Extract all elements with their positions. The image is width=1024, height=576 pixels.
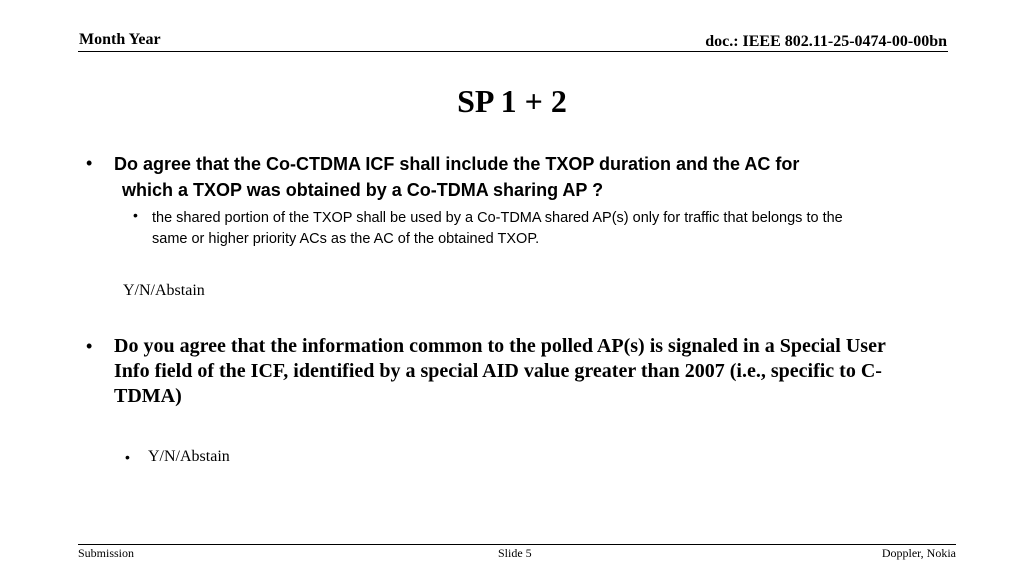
question-1-answer-options: Y/N/Abstain <box>123 282 205 299</box>
question-2 <box>114 334 944 409</box>
sub-bullet-icon: • <box>125 449 130 465</box>
sub-bullet-icon: • <box>133 207 138 223</box>
question-2-answer-options: Y/N/Abstain <box>148 448 230 465</box>
question-2-line-3: TDMA) <box>114 385 182 407</box>
bullet-icon: • <box>86 336 93 356</box>
question-1-line-2: which a TXOP was obtained by a Co-TDMA sharing AP ? <box>122 180 604 200</box>
footer-submission: Submission <box>78 546 135 560</box>
footer-author: Doppler, Nokia <box>881 546 956 560</box>
question-1-subpoint-line-1: the shared portion of the TXOP shall be used by a Co-TDMA shared AP(s) only for traffic that belongs to the <box>152 210 843 226</box>
header-divider <box>78 51 948 52</box>
question-2-line-2: Info field of the ICF, identified by a special AID value greater than 2007 (i.e., specific to C- <box>114 360 882 382</box>
slide-title: SP 1 + 2 <box>457 83 567 119</box>
question-1-line-1: Do agree that the Co-CTDMA ICF shall include the TXOP duration and the AC for <box>114 154 800 174</box>
question-1 <box>114 151 914 203</box>
header-date: Month Year <box>79 31 161 48</box>
question-1-subpoint <box>152 208 952 250</box>
footer-slide-number: Slide 5 <box>498 546 532 560</box>
header-doc-id: doc.: IEEE 802.11-25-0474-00-00bn <box>705 33 947 50</box>
question-2-line-1: Do you agree that the information common to the polled AP(s) is signaled in a Special User <box>114 335 886 357</box>
question-1-subpoint-line-2: same or higher priority ACs as the AC of the obtained TXOP. <box>152 231 540 247</box>
footer-divider <box>78 544 956 545</box>
bullet-icon: • <box>86 153 93 173</box>
